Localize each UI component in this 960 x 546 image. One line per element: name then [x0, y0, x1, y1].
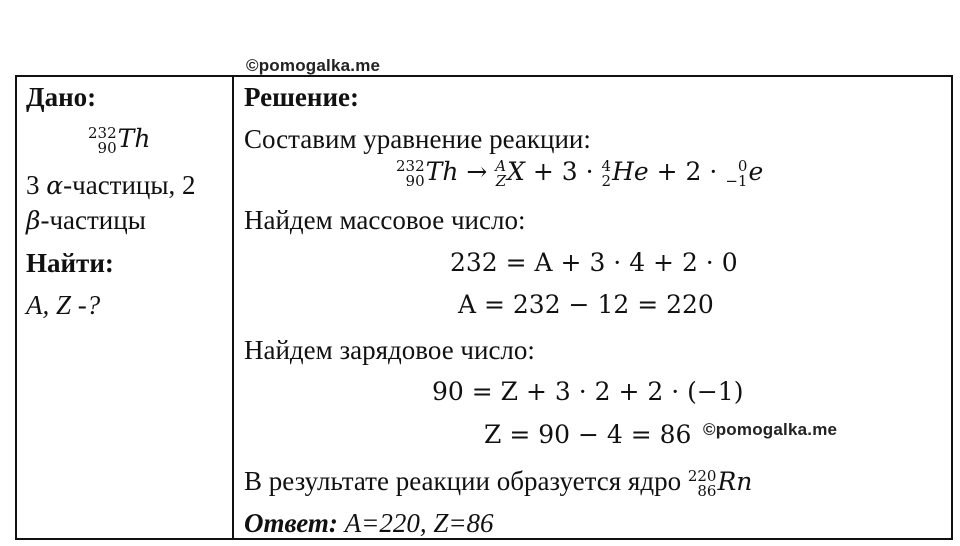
given-particles-line2: β-частицы — [26, 205, 146, 235]
watermark-bottom: ©pomogalka.me — [703, 420, 838, 439]
given-particles-line1: 3 α-частицы, 2 — [26, 170, 196, 200]
charge-equation-2: Z = 90 − 4 = 86 — [484, 420, 692, 449]
find-heading: Найти: — [26, 248, 114, 278]
solution-step2: Найдем массовое число: — [244, 205, 526, 235]
watermark-top: ©pomogalka.me — [246, 56, 381, 75]
solution-step3: Найдем зарядовое число: — [244, 335, 535, 365]
find-value: A, Z -? — [26, 290, 101, 320]
mass-equation-1: 232 = A + 3 · 4 + 2 · 0 — [450, 248, 738, 277]
given-nucleus: 232 90 Th — [88, 123, 151, 157]
result-sentence: В результате реакции образуется ядро 220 86 Rn — [244, 466, 753, 500]
answer-line: Ответ: A=220, Z=86 — [244, 508, 494, 538]
given-heading: Дано: — [26, 82, 97, 112]
mass-equation-2: A = 232 − 12 = 220 — [458, 290, 714, 319]
column-divider — [232, 75, 234, 540]
solution-step1: Составим уравнение реакции: — [244, 124, 591, 154]
reaction-equation: 232 90 Th → A Z X + 3 · 4 2 He + 2 · 0 −1 e — [396, 156, 764, 190]
solution-heading: Решение: — [244, 82, 359, 112]
charge-equation-1: 90 = Z + 3 · 2 + 2 · (−1) — [432, 377, 744, 406]
